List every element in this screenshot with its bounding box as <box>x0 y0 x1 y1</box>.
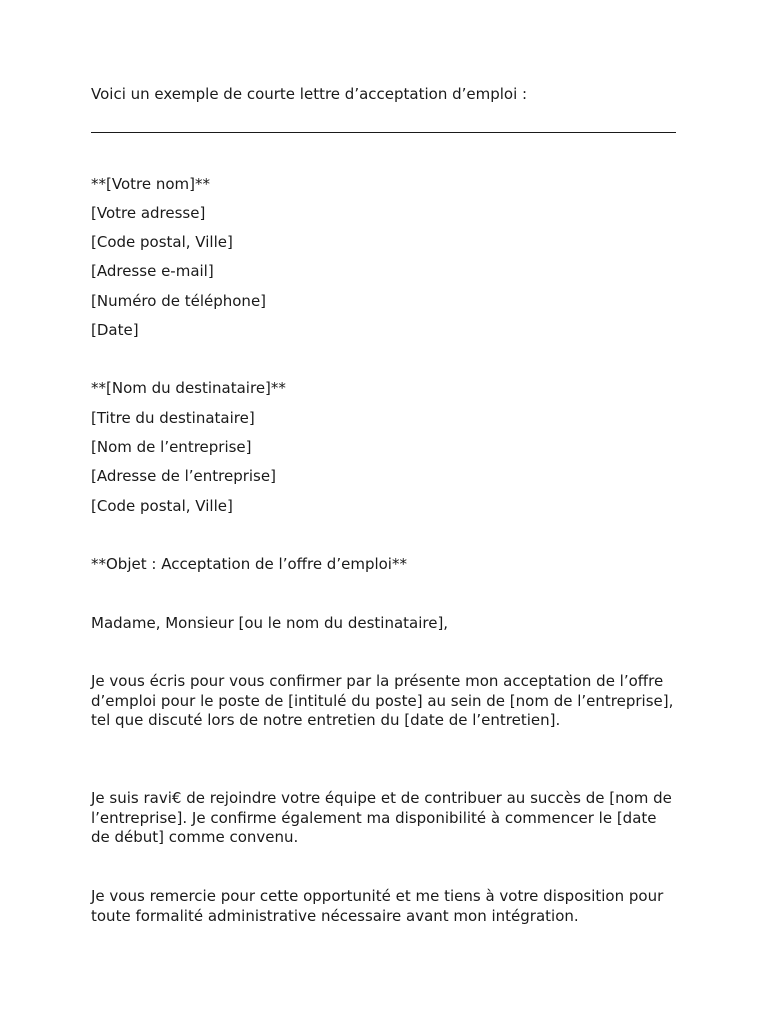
letter-page <box>91 0 676 1024</box>
sender-phone: [Numéro de téléphone] <box>91 292 267 310</box>
recipient-company-address: [Adresse de l’entreprise] <box>91 467 276 485</box>
recipient-name: **[Nom du destinataire]** <box>91 379 286 397</box>
horizontal-rule <box>91 132 676 133</box>
sender-email: [Adresse e-mail] <box>91 262 214 280</box>
sender-postal-city: [Code postal, Ville] <box>91 233 233 251</box>
salutation: Madame, Monsieur [ou le nom du destinataire], <box>91 614 449 632</box>
body-paragraph-2: Je suis ravi€ de rejoindre votre équipe et de contribuer au succès de [nom de l’entreprise]. Je confirme également ma disponibilité à commencer le [date de début] comme convenu. <box>91 789 672 846</box>
letter-date: [Date] <box>91 321 139 339</box>
intro-text: Voici un exemple de courte lettre d’acceptation d’emploi : <box>91 85 528 103</box>
sender-address: [Votre adresse] <box>91 204 206 222</box>
recipient-company: [Nom de l’entreprise] <box>91 438 252 456</box>
subject-line: **Objet : Acceptation de l’offre d’emploi** <box>91 555 407 573</box>
body-paragraph-3: Je vous remercie pour cette opportunité et me tiens à votre disposition pour toute formalité administrative nécessaire avant mon intégration. <box>91 887 664 925</box>
body-paragraph-1: Je vous écris pour vous confirmer par la présente mon acceptation de l’offre d’emploi pour le poste de [intitulé du poste] au sein de [nom de l’entreprise], tel que discuté lors de notre entretien du [date de l’entretien]. <box>91 672 674 729</box>
recipient-title: [Titre du destinataire] <box>91 409 255 427</box>
recipient-postal-city: [Code postal, Ville] <box>91 497 233 515</box>
sender-name: **[Votre nom]** <box>91 175 210 193</box>
